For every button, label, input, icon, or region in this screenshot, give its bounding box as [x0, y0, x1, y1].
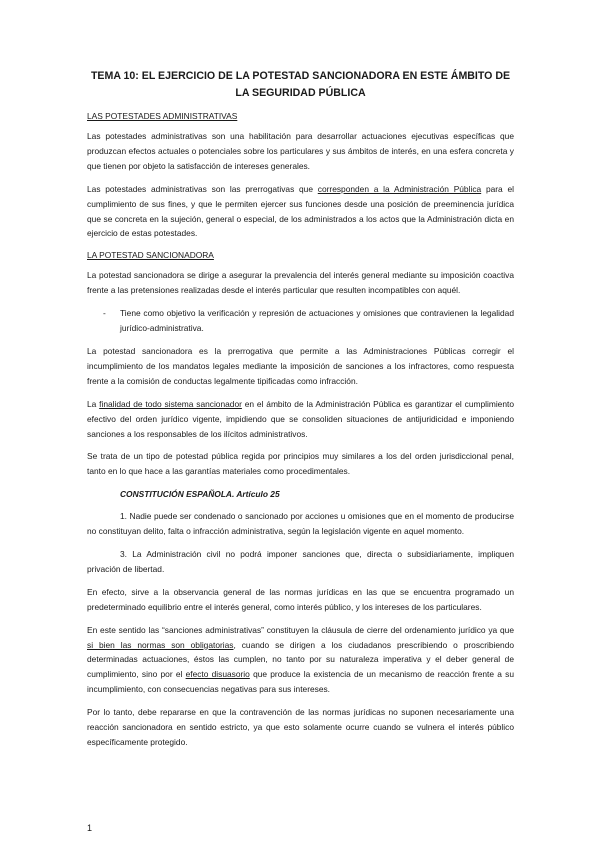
paragraph-5-text-b: en el ámbito de la Administración Pública es garantizar el cumplimiento efectivo del orden jurídico vigente, impidiendo que se consoliden situaciones de antijuridicidad e imponiendo sanciones a los responsables de los ilícitos administrativos. [87, 398, 514, 439]
paragraph-2-text-b: para el cumplimiento de sus fines, y que le permiten ejercer sus funciones desde una posición de preeminencia jurídica que se concreta en la sujeción, general o especial, de los administrados a los actos que la Administración dicta en ejercicio de estas potestades. [87, 183, 514, 239]
paragraph-8-text-a: En este sentido las “sanciones administrativas” constituyen la cláusula de cierre del ordenamiento jurídico ya que [87, 624, 514, 635]
paragraph-4: La potestad sancionadora es la prerrogativa que permite a las Administraciones Públicas corregir el incumplimiento de los mandatos legales mediante la imposición de sanciones a los infractores, como respuesta frente a la comisión de conductas legalmente tipificadas como infracción. [87, 345, 514, 386]
paragraph-8-underlined-2: efecto disuasorio [185, 669, 250, 680]
section-heading-potestades: LAS POTESTADES ADMINISTRATIVAS [87, 111, 238, 121]
paragraph-8 [87, 623, 514, 698]
constitution-title: CONSTITUCIÓN ESPAÑOLA. Artículo 25 [120, 489, 280, 500]
paragraph-8-text-c: que produce la existencia de un mecanismo de reacción frente a su incumplimiento, con consecuencias negativas para sus intereses. [87, 669, 514, 695]
paragraph-2 [87, 182, 514, 242]
bullet-item [87, 306, 514, 336]
paragraph-6: Se trata de un tipo de potestad pública regida por principios muy similares a los del orden jurisdiccional penal, tanto en lo que hace a las garantías materiales como procedimentales. [87, 451, 514, 477]
paragraph-8-underlined-1: si bien las normas son obligatorias [87, 639, 234, 650]
article-1: 1. Nadie puede ser condenado o sancionado por acciones u omisiones que en el momento de producirse no constituyan delito, falta o infracción administrativa, según la legislación vigente en aquel momento. [87, 511, 514, 537]
document-title: TEMA 10: EL EJERCICIO DE LA POTESTAD SANCIONADORA EN ESTE ÁMBITO DE LA SEGURIDAD PÚBLICA [90, 70, 511, 99]
section-heading-sancionadora: LA POTESTAD SANCIONADORA [87, 250, 214, 261]
paragraph-2-underlined: corresponden a la Administración Pública [317, 183, 482, 194]
paragraph-5 [87, 397, 514, 442]
paragraph-3: La potestad sancionadora se dirige a asegurar la prevalencia del interés general mediante su imposición coactiva frente a las pretensiones realizadas desde el interés particular que resulten incompatibles con aquél. [87, 270, 514, 296]
document-page [87, 68, 514, 758]
paragraph-2-text-a: Las potestades administrativas son las prerrogativas que [87, 183, 318, 194]
bullet-text: Tiene como objetivo la verificación y represión de actuaciones y omisiones que contravienen la legalidad jurídico-administrativa. [120, 308, 514, 334]
paragraph-5-underlined: finalidad de todo sistema sancionador [99, 398, 242, 409]
paragraph-8-text-b: , cuando se dirigen a los ciudadanos prescribiendo o proscribiendo determinadas actuaciones, éstos las cumplen, no tanto por su naturaleza imperativa y el deber general de cumplimiento, sino por el [87, 639, 515, 680]
article-3: 3. La Administración civil no podrá imponer sanciones que, directa o subsidiariamente, impliquen privación de libertad. [87, 549, 514, 574]
page-number: 1 [87, 823, 93, 833]
bullet-dash: - [103, 308, 106, 319]
paragraph-9: Por lo tanto, debe repararse en que la contravención de las normas jurídicas no suponen necesariamente una reacción sancionadora en sentido estricto, ya que esto solamente ocurre cuando se vulnera el interés público específicamente protegido. [87, 707, 514, 747]
paragraph-5-text-a: La [87, 398, 100, 409]
paragraph-1: Las potestades administrativas son una habilitación para desarrollar actuaciones ejecutivas específicas que produzcan efectos actuales o potenciales sobre los particulares y sus ámbitos de interés, en una esfera concreta y que tienen por objeto la satisfacción de intereses generales. [87, 131, 514, 171]
paragraph-7: En efecto, sirve a la observancia general de las normas jurídicas en las que se encuentra programado un predeterminado equilibrio entre el interés general, como interés público, y los intereses de los particulares. [87, 586, 514, 612]
